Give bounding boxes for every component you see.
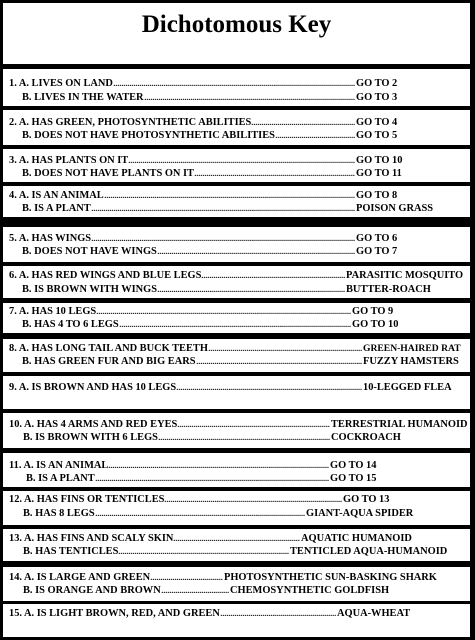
key-step-box — [2, 185, 471, 218]
dot-leader — [150, 571, 223, 584]
key-step-box — [2, 265, 471, 299]
key-step-box — [2, 68, 471, 107]
key-statement: B. IS BROWN WITH 6 LEGS — [23, 432, 158, 443]
key-line-5-a — [3, 232, 470, 245]
key-statement: 15. A. IS LIGHT BROWN, RED, AND GREEN — [9, 608, 220, 619]
dot-leader — [119, 318, 351, 331]
key-result: GO TO 10 — [352, 319, 399, 330]
key-result: GO TO 15 — [330, 473, 377, 484]
key-line-3-b — [3, 167, 470, 180]
dot-leader — [157, 245, 355, 258]
key-line-11-a — [3, 459, 470, 472]
dot-leader — [201, 269, 345, 282]
key-result: GO TO 7 — [356, 246, 398, 257]
key-result: PARASITIC MOSQUITO — [346, 270, 464, 281]
key-statement: 1. A. LIVES ON LAND — [9, 78, 113, 89]
key-line-9-a — [3, 381, 470, 394]
key-line-6-b — [3, 283, 470, 296]
dot-leader — [161, 584, 229, 597]
key-step-box — [2, 528, 471, 562]
key-step-box — [2, 375, 471, 410]
key-statement: B. IS ORANGE AND BROWN — [23, 585, 161, 596]
key-statement: 3. A. HAS PLANTS ON IT — [9, 155, 129, 166]
key-line-12-a — [3, 493, 470, 506]
key-step-box — [2, 109, 471, 146]
key-line-3-a — [3, 154, 470, 167]
key-statement: 4. A. IS AN ANIMAL — [9, 190, 104, 201]
key-result: GO TO 10 — [356, 155, 403, 166]
key-step-box — [2, 338, 471, 373]
key-statement: B. IS A PLANT — [22, 203, 91, 214]
key-line-14-b — [3, 584, 470, 597]
key-line-6-a — [3, 269, 470, 282]
dot-leader — [164, 493, 342, 506]
key-result: PHOTOSYNTHETIC SUN-BASKING SHARK — [224, 572, 437, 583]
dot-leader — [96, 305, 351, 318]
key-line-13-b — [3, 545, 470, 558]
dot-leader — [113, 77, 355, 90]
dot-leader — [208, 342, 362, 355]
key-result: AQUA-WHEAT — [337, 608, 411, 619]
dot-leader — [91, 232, 355, 245]
key-result: CHEMOSYNTHETIC GOLDFISH — [230, 585, 390, 596]
key-line-1-a — [3, 77, 470, 90]
key-statement: 2. A. HAS GREEN, PHOTOSYNTHETIC ABILITIES — [9, 117, 252, 128]
key-result: GREEN-HAIRED RAT — [363, 343, 461, 354]
key-statement: 9. A. IS BROWN AND HAS 10 LEGS — [9, 382, 177, 393]
key-result: TENTICLED AQUA-HUMANOID — [290, 546, 448, 557]
dot-leader — [118, 545, 289, 558]
key-statement: 7. A. HAS 10 LEGS — [9, 306, 97, 317]
key-result: GO TO 11 — [356, 168, 402, 179]
key-result: GIANT-AQUA SPIDER — [306, 508, 414, 519]
key-step-box — [2, 302, 471, 334]
key-line-2-b — [3, 129, 470, 142]
key-statement: 14. A. IS LARGE AND GREEN — [9, 572, 151, 583]
key-result: GO TO 3 — [356, 92, 398, 103]
dot-leader — [108, 459, 329, 472]
key-result: GO TO 13 — [343, 494, 390, 505]
key-line-7-b — [3, 318, 470, 331]
dot-leader — [251, 116, 355, 129]
key-line-13-a — [3, 532, 470, 545]
key-result: POISON GRASS — [356, 203, 434, 214]
key-result: FUZZY HAMSTERS — [363, 356, 459, 367]
key-line-11-b — [3, 472, 470, 485]
key-statement: 8. A. HAS LONG TAIL AND BUCK TEETH — [9, 343, 208, 354]
title-box — [2, 2, 471, 65]
dot-leader — [176, 381, 362, 394]
key-result: GO TO 6 — [356, 233, 398, 244]
key-line-15-a — [3, 607, 470, 620]
dot-leader — [95, 472, 329, 485]
dot-leader — [196, 355, 362, 368]
dot-leader — [91, 202, 355, 215]
key-step-box — [2, 603, 471, 638]
key-line-7-a — [3, 305, 470, 318]
key-statement: B. DOES NOT HAVE PLANTS ON IT — [22, 168, 194, 179]
key-step-box — [2, 490, 471, 526]
key-line-5-b — [3, 245, 470, 258]
key-line-2-a — [3, 116, 470, 129]
key-statement: 6. A. HAS RED WINGS AND BLUE LEGS — [9, 270, 202, 281]
dot-leader — [275, 129, 355, 142]
key-result: AQUATIC HUMANOID — [301, 533, 412, 544]
key-result: GO TO 4 — [356, 117, 398, 128]
key-result: COCKROACH — [331, 432, 401, 443]
key-statement: B. HAS TENTICLES — [23, 546, 119, 557]
key-result: BUTTER-ROACH — [346, 284, 431, 295]
key-line-8-a — [3, 342, 470, 355]
key-statement: 5. A. HAS WINGS — [9, 233, 92, 244]
key-step-box — [2, 226, 471, 263]
key-statement: B. LIVES IN THE WATER — [22, 92, 144, 103]
key-line-4-a — [3, 189, 470, 202]
key-statement: B. HAS GREEN FUR AND BIG EARS — [22, 356, 196, 367]
dot-leader — [194, 167, 355, 180]
key-result: GO TO 5 — [356, 130, 398, 141]
key-line-1-b — [3, 91, 470, 104]
key-line-10-a — [3, 418, 470, 431]
key-line-4-b — [3, 202, 470, 215]
dot-leader — [173, 532, 300, 545]
key-line-12-b — [3, 507, 470, 520]
dot-leader — [144, 91, 355, 104]
key-line-10-b — [3, 431, 470, 444]
dot-leader — [220, 607, 336, 620]
key-statement: 10. A. HAS 4 ARMS AND RED EYES — [9, 419, 178, 430]
dot-leader — [104, 189, 355, 202]
key-statement: B. HAS 4 TO 6 LEGS — [22, 319, 119, 330]
key-statement: B. HAS 8 LEGS — [23, 508, 95, 519]
key-result: GO TO 2 — [356, 78, 398, 89]
dot-leader — [158, 431, 330, 444]
key-result: GO TO 8 — [356, 190, 398, 201]
dot-leader — [128, 154, 355, 167]
key-statement: B. IS BROWN WITH WINGS — [22, 284, 158, 295]
key-statement: B. DOES NOT HAVE WINGS — [22, 246, 157, 257]
key-line-8-b — [3, 355, 470, 368]
dot-leader — [95, 507, 305, 520]
key-step-box — [2, 452, 471, 488]
key-line-14-a — [3, 571, 470, 584]
dot-leader — [157, 283, 345, 296]
key-step-box — [2, 566, 471, 602]
key-statement: 11. A. IS AN ANIMAL — [9, 460, 109, 471]
key-step-box — [2, 148, 471, 183]
key-statement: B. DOES NOT HAVE PHOTOSYNTHETIC ABILITIES — [22, 130, 275, 141]
key-result: GO TO 9 — [352, 306, 394, 317]
key-statement: B. IS A PLANT — [26, 473, 95, 484]
key-result: TERRESTRIAL HUMANOID — [331, 419, 468, 430]
key-step-box — [2, 412, 471, 449]
key-result: GO TO 14 — [330, 460, 377, 471]
key-statement: 13. A. HAS FINS AND SCALY SKIN — [9, 533, 174, 544]
dot-leader — [177, 418, 330, 431]
key-statement: 12. A. HAS FINS OR TENTICLES — [9, 494, 165, 505]
page-title: Dichotomous Key — [141, 11, 332, 38]
key-result: 10-LEGGED FLEA — [363, 382, 452, 393]
